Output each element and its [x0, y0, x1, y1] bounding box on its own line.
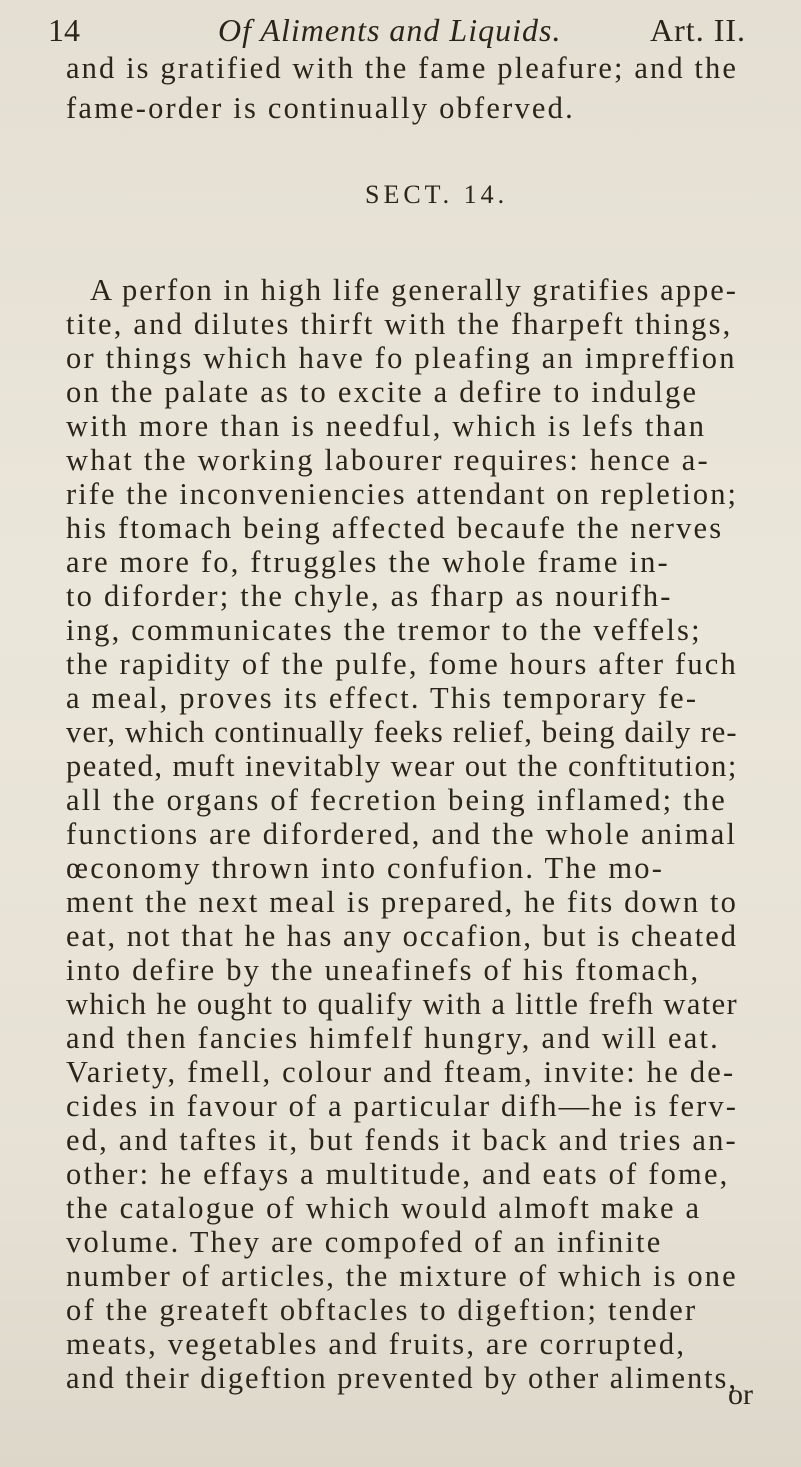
paragraph-line: number of articles, the mixture of which is one [66, 1259, 738, 1293]
catchword: or [728, 1378, 753, 1411]
paragraph-line: meats, vegetables and fruits, are corrupted, [66, 1327, 687, 1361]
paragraph-line: all the organs of fecretion being inflamed; the [66, 783, 727, 817]
article-reference: Art. II. [650, 12, 746, 48]
running-title: Of Aliments and Liquids. [218, 12, 562, 48]
paragraph-line: are more fo, ftruggles the whole frame in- [66, 545, 670, 579]
paragraph-line: and then fancies himfelf hungry, and will eat. [66, 1021, 720, 1055]
paragraph-line: the catalogue of which would almoft make a [66, 1191, 702, 1225]
paragraph-line: peated, muft inevitably wear out the conftitution; [66, 749, 738, 783]
paragraph-line: of the greateft obftacles to digeftion; tender [66, 1293, 698, 1327]
paragraph-line: eat, not that he has any occafion, but is cheated [66, 919, 739, 953]
paragraph-line: ment the next meal is prepared, he fits down to [66, 885, 739, 919]
paragraph-line: A perfon in high life generally gratifies appe- [90, 273, 738, 307]
paragraph-line: ing, communicates the tremor to the veffels; [66, 613, 702, 647]
paragraph-line: œconomy thrown into confufion. The mo- [66, 851, 665, 885]
paragraph-line: cides in favour of a particular difh—he is ferv- [66, 1089, 739, 1123]
paragraph-line: other: he effays a multitude, and eats of fome, [66, 1157, 730, 1191]
paragraph-line: into defire by the uneafinefs of his ftomach, [66, 953, 701, 987]
carryover-line: and is gratified with the fame pleafure; and the [66, 51, 739, 85]
paragraph-line: volume. They are compofed of an infinite [66, 1225, 663, 1259]
paragraph-line: and their digeftion prevented by other aliments, [66, 1361, 738, 1395]
paragraph-line: his ftomach being affected becaufe the nerves [66, 511, 724, 545]
page-number: 14 [48, 12, 80, 48]
paragraph-line: ver, which continually feeks relief, being daily re- [66, 715, 738, 749]
paragraph-line: to diforder; the chyle, as fharp as nourifh- [66, 579, 673, 613]
paragraph-line: what the working labourer requires: hence a- [66, 443, 710, 477]
section-heading: SECT. 14. [365, 180, 509, 209]
paragraph-line: on the palate as to excite a defire to indulge [66, 375, 699, 409]
paragraph-line: tite, and dilutes thirft with the fharpeft things, [66, 307, 733, 341]
paragraph-line: ed, and taftes it, but fends it back and tries an- [66, 1123, 738, 1157]
paragraph-line: Variety, fmell, colour and fteam, invite: he de- [66, 1055, 736, 1089]
paragraph-line: the rapidity of the pulfe, fome hours after fuch [66, 647, 739, 681]
paragraph-line: which he ought to qualify with a little frefh water [66, 987, 739, 1021]
paragraph-line: or things which have fo pleafing an impreffion [66, 341, 737, 375]
carryover-line: fame-order is continually obferved. [66, 91, 575, 125]
paragraph-line: rife the inconveniencies attendant on repletion; [66, 477, 739, 511]
paragraph-line: functions are difordered, and the whole animal [66, 817, 738, 851]
page-header [40, 10, 760, 50]
paragraph-line: with more than is needful, which is lefs than [66, 409, 707, 443]
paragraph-line: a meal, proves its effect. This temporary fe- [66, 681, 699, 715]
